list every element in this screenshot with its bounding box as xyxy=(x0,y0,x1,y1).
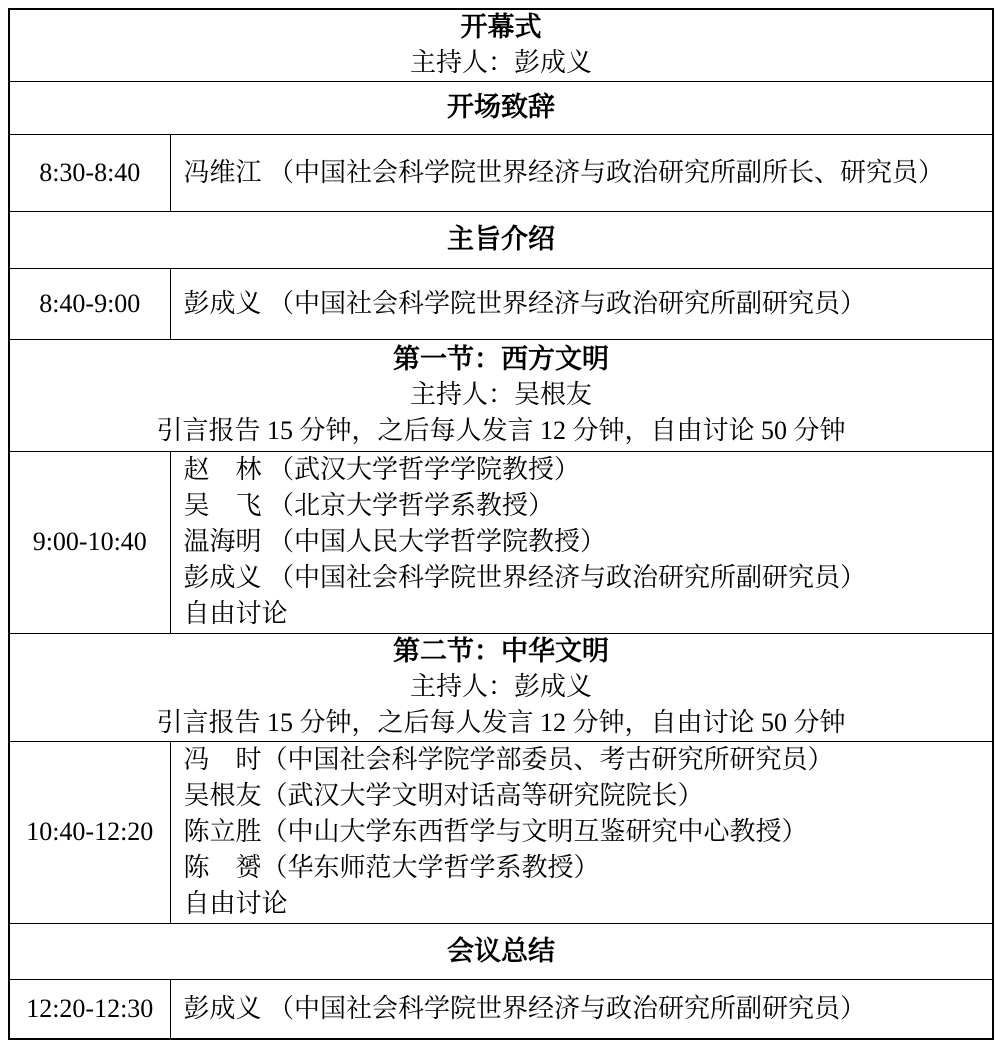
speaker-line: 陈立胜（中山大学东西哲学与文明互鉴研究中心教授） xyxy=(183,817,808,846)
table-row-session2 xyxy=(9,741,993,923)
table-row-summary-header xyxy=(9,923,993,979)
keynote-title: 主旨介绍 xyxy=(447,224,555,254)
speaker-line: 冯维江 （中国社会科学院世界经济与政治研究所副所长、研究员） xyxy=(183,157,945,187)
table-row-keynote xyxy=(9,268,993,339)
opening-remarks-speaker-cell xyxy=(170,134,993,211)
opening-remarks-title: 开场致辞 xyxy=(447,92,555,122)
summary-title: 会议总结 xyxy=(447,935,555,966)
table-row-keynote-header xyxy=(9,211,993,268)
session2-format-line: 引言报告 15 分钟，之后每人发言 12 分钟，自由讨论 50 分钟 xyxy=(156,707,846,737)
session1-header-cell xyxy=(9,339,993,451)
speaker-line: 赵 林 （武汉大学哲学学院教授） xyxy=(183,455,581,484)
keynote-header-cell xyxy=(9,211,993,268)
speaker-line: 彭成义 （中国社会科学院世界经济与政治研究所副研究员） xyxy=(183,993,867,1023)
speaker-line: 彭成义 （中国社会科学院世界经济与政治研究所副研究员） xyxy=(183,288,867,318)
session1-host-line: 主持人：吴根友 xyxy=(409,379,592,409)
session1-title: 第一节：西方文明 xyxy=(393,343,609,374)
table-row-session2-header xyxy=(9,633,993,741)
speaker-line: 自由讨论 xyxy=(183,889,288,918)
summary-header-cell xyxy=(9,923,993,979)
opening-host-line: 主持人：彭成义 xyxy=(409,48,592,78)
speaker-line: 温海明 （中国人民大学哲学院教授） xyxy=(183,527,607,556)
speaker-line: 彭成义 （中国社会科学院世界经济与政治研究所副研究员） xyxy=(183,563,867,592)
table-row-session1 xyxy=(9,451,993,633)
keynote-speaker-cell xyxy=(170,268,993,339)
session1-format-line: 引言报告 15 分钟，之后每人发言 12 分钟，自由讨论 50 分钟 xyxy=(156,415,846,445)
opening-header-cell xyxy=(9,9,993,81)
session2-time: 10:40-12:20 xyxy=(9,741,170,923)
agenda-table xyxy=(8,8,994,1040)
session1-time: 9:00-10:40 xyxy=(9,451,170,633)
opening-remarks-time: 8:30-8:40 xyxy=(9,134,170,211)
speaker-line: 吴根友（武汉大学文明对话高等研究院院长） xyxy=(183,781,704,810)
session2-header-cell xyxy=(9,633,993,741)
keynote-time: 8:40-9:00 xyxy=(9,268,170,339)
summary-time: 12:20-12:30 xyxy=(9,979,170,1039)
speaker-line: 吴 飞 （北京大学哲学系教授） xyxy=(183,491,555,520)
table-row-session1-header xyxy=(9,339,993,451)
table-row-opening xyxy=(9,9,993,81)
summary-speaker-cell xyxy=(170,979,993,1039)
table-row-opening-remarks-header xyxy=(9,81,993,134)
session1-speakers-cell xyxy=(170,451,993,633)
opening-title: 开幕式 xyxy=(460,12,542,43)
session2-host-line: 主持人：彭成义 xyxy=(409,671,592,701)
session2-title: 第二节：中华文明 xyxy=(393,635,609,666)
session2-speakers-cell xyxy=(170,741,993,923)
speaker-line: 陈 赟（华东师范大学哲学系教授） xyxy=(183,853,600,882)
opening-remarks-header-cell xyxy=(9,81,993,134)
speaker-line: 自由讨论 xyxy=(183,599,288,628)
table-row-opening-remarks xyxy=(9,134,993,211)
speaker-line: 冯 时（中国社会科学院学部委员、考古研究所研究员） xyxy=(183,745,834,774)
table-row-summary xyxy=(9,979,993,1039)
